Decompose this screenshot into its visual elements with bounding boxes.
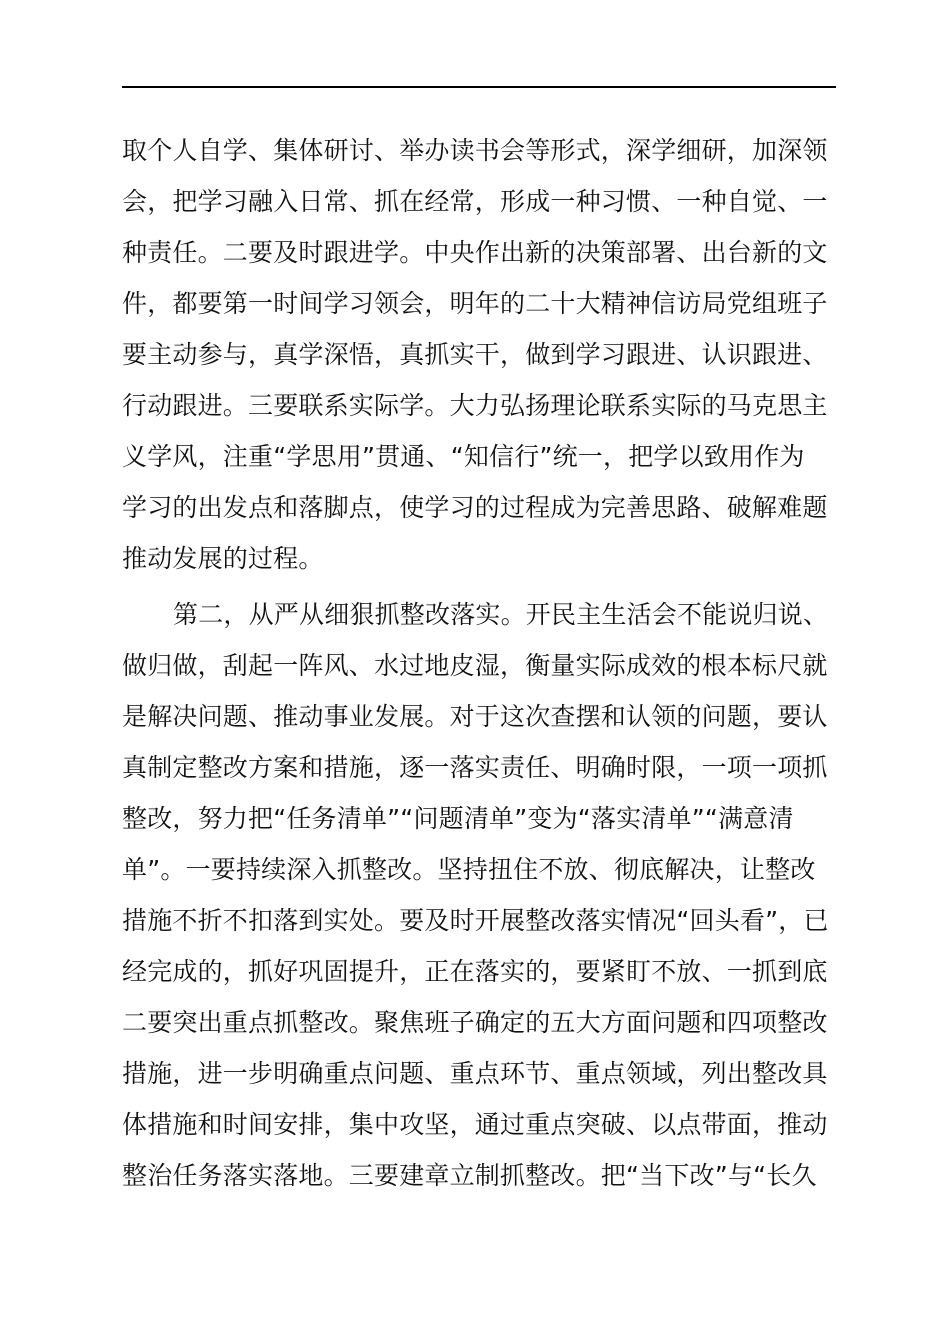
text-line: 体措施和时间安排，集中攻坚，通过重点突破、以点带面，推动 xyxy=(122,1110,828,1139)
text-line: 件，都要第一时间学习领会，明年的二十大精神信访局党组班子 xyxy=(122,289,828,318)
text-line: 第二，从严从细狠抓整改落实。开民主生活会不能说归说、 xyxy=(173,600,829,629)
text-line: 经完成的，抓好巩固提升，正在落实的，要紧盯不放、一抓到底 xyxy=(122,957,828,986)
text-line: 整治任务落实落地。三要建章立制抓整改。把“当下改”与“长久 xyxy=(122,1161,817,1190)
text-line: 行动跟进。三要联系实际学。大力弘扬理论联系实际的马克思主 xyxy=(122,391,828,420)
text-line: 做归做，刮起一阵风、水过地皮湿，衡量实际成效的根本标尺就 xyxy=(122,651,828,680)
paragraph-2 xyxy=(122,589,838,1201)
text-line: 措施，进一步明确重点问题、重点环节、重点领域，列出整改具 xyxy=(122,1059,828,1088)
text-line: 整改，努力把“任务清单”“问题清单”变为“落实清单”“满意清 xyxy=(122,804,794,833)
text-line: 推动发展的过程。 xyxy=(122,544,324,573)
text-line: 种责任。二要及时跟进学。中央作出新的决策部署、出台新的文 xyxy=(122,238,828,267)
text-line: 要主动参与，真学深悟，真抓实干，做到学习跟进、认识跟进、 xyxy=(122,340,828,369)
text-line: 真制定整改方案和措施，逐一落实责任、明确时限，一项一项抓 xyxy=(122,753,828,782)
text-line: 二要突出重点抓整改。聚焦班子确定的五大方面问题和四项整改 xyxy=(122,1008,828,1037)
text-line: 单”。一要持续深入抓整改。坚持扭住不放、彻底解决，让整改 xyxy=(122,855,816,884)
text-line: 义学风，注重“学思用”贯通、“知信行”统一，把学以致用作为 xyxy=(122,442,805,471)
text-line: 是解决问题、推动事业发展。对于这次查摆和认领的问题，要认 xyxy=(122,702,828,731)
header-rule xyxy=(122,86,836,88)
text-line: 措施不折不扣落到实处。要及时开展整改落实情况“回头看”，已 xyxy=(122,906,829,935)
text-line: 学习的出发点和落脚点，使学习的过程成为完善思路、破解难题 xyxy=(122,493,828,522)
text-line: 会，把学习融入日常、抓在经常，形成一种习惯、一种自觉、一 xyxy=(122,187,828,216)
paragraph-1 xyxy=(122,125,838,584)
text-line: 取个人自学、集体研讨、举办读书会等形式，深学细研，加深领 xyxy=(122,136,828,165)
